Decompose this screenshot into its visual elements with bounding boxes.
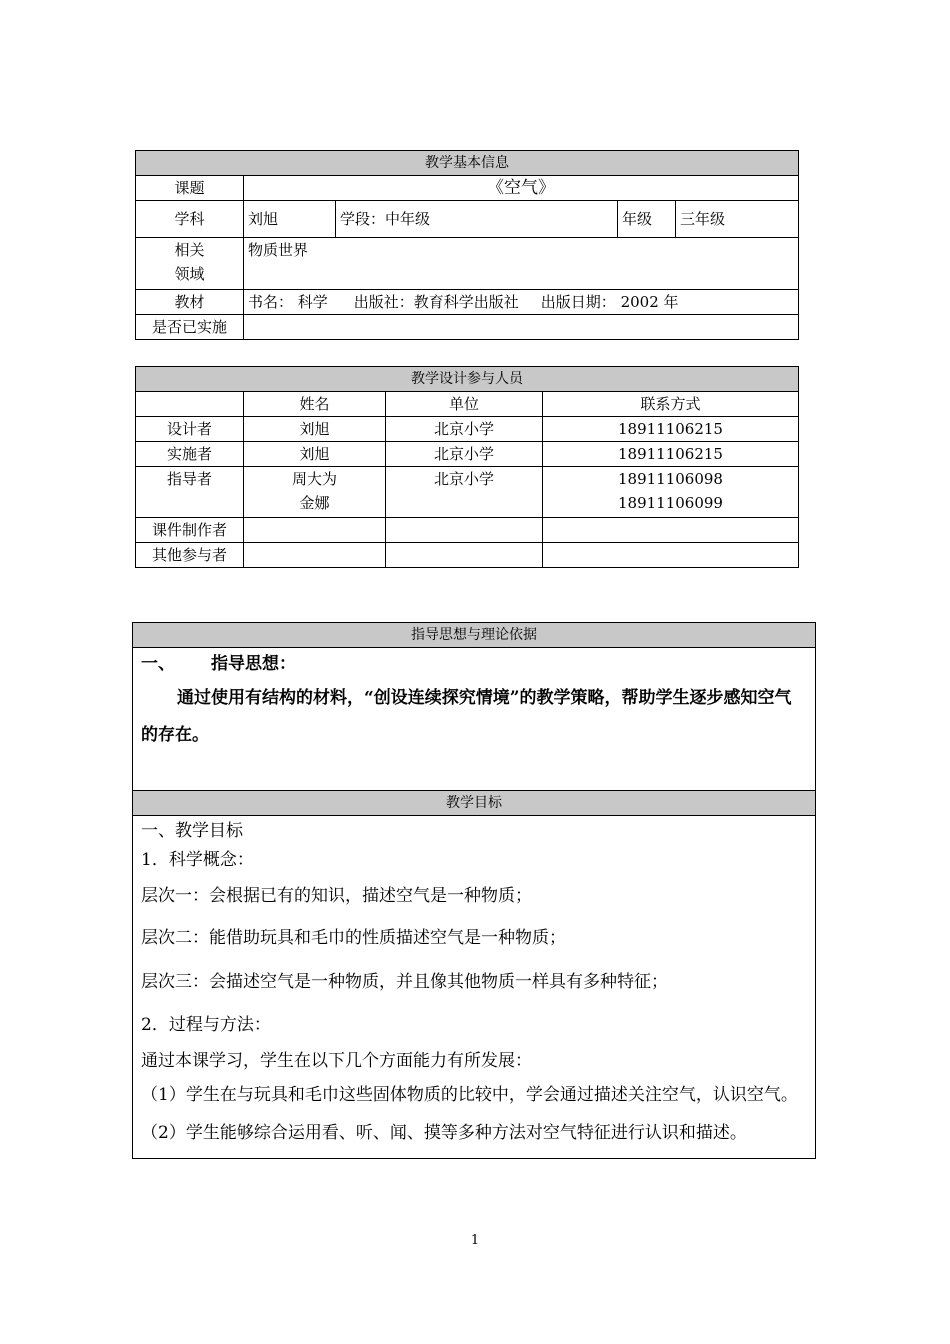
textbook-label: 教材 [136, 290, 244, 315]
objectives-line: （1）学生在与玩具和毛巾这些固体物质的比较中，学会通过描述关注空气，认识空气。 [141, 1085, 798, 1105]
field-value: 物质世界 [244, 238, 799, 290]
objectives-line: 层次三：会描述空气是一种物质，并且像其他物质一样具有多种特征； [141, 972, 668, 992]
contact-cell [543, 543, 799, 568]
guidance-body: 通过使用有结构的材料，“创设连续探究情境”的教学策略，帮助学生逐步感知空气的存在。 [141, 688, 792, 745]
implemented-value [244, 315, 799, 340]
objectives-header: 教学目标 [133, 791, 816, 816]
role-cell: 实施者 [136, 442, 244, 467]
col-header-role [136, 392, 244, 417]
unit-cell [386, 543, 543, 568]
contact-cell: 18911106215 [543, 417, 799, 442]
guidance-objectives-table [132, 622, 816, 1159]
page-number: 1 [470, 1233, 480, 1248]
name-line-1: 周大为 [291, 470, 337, 488]
guidance-header: 指导思想与理论依据 [133, 623, 816, 648]
participants-header: 教学设计参与人员 [136, 367, 799, 392]
col-header-name: 姓名 [244, 392, 386, 417]
contact-cell [543, 518, 799, 543]
col-header-unit: 单位 [386, 392, 543, 417]
publisher: 出版社：教育科学出版社 [353, 293, 519, 311]
name-cell [244, 543, 386, 568]
textbook-value [244, 290, 799, 315]
contact-cell [543, 467, 799, 518]
role-cell: 课件制作者 [136, 518, 244, 543]
objectives-content [133, 816, 816, 1159]
unit-cell: 北京小学 [386, 467, 543, 518]
guidance-heading-number: 一、 [141, 654, 175, 674]
table-row [136, 518, 799, 543]
subject-label: 学科 [136, 201, 244, 238]
participants-table [135, 366, 799, 568]
name-line-2: 金娜 [299, 494, 330, 512]
role-cell: 其他参与者 [136, 543, 244, 568]
role-cell: 指导者 [136, 467, 244, 518]
guidance-content [133, 648, 816, 791]
contact-cell: 18911106215 [543, 442, 799, 467]
name-cell: 刘旭 [244, 417, 386, 442]
field-label-line-2: 领域 [174, 265, 205, 283]
objectives-line: 层次一：会根据已有的知识，描述空气是一种物质； [141, 886, 532, 906]
publication-date: 出版日期： 2002 年 [540, 293, 679, 311]
objectives-line: 层次二：能借助玩具和毛巾的性质描述空气是一种物质； [141, 928, 566, 948]
contact-line-2: 18911106099 [618, 494, 723, 512]
objectives-line: 1．科学概念： [141, 850, 254, 870]
unit-cell: 北京小学 [386, 417, 543, 442]
name-cell [244, 518, 386, 543]
unit-cell: 北京小学 [386, 442, 543, 467]
guidance-heading: 指导思想： [211, 654, 296, 674]
book-name: 书名： 科学 [248, 293, 328, 311]
contact-line-1: 18911106098 [618, 470, 723, 488]
basic-info-header: 教学基本信息 [136, 151, 799, 176]
objectives-line: （2）学生能够综合运用看、听、闻、摸等多种方法对空气特征进行认识和描述。 [141, 1123, 747, 1143]
topic-label: 课题 [136, 176, 244, 201]
table-row [136, 442, 799, 467]
role-cell: 设计者 [136, 417, 244, 442]
implemented-label: 是否已实施 [136, 315, 244, 340]
unit-cell [386, 518, 543, 543]
topic-value: 《空气》 [244, 176, 799, 201]
field-label [136, 238, 244, 290]
stage-value: 学段：中年级 [336, 201, 618, 238]
name-cell: 刘旭 [244, 442, 386, 467]
grade-value: 三年级 [676, 201, 799, 238]
grade-label: 年级 [618, 201, 676, 238]
basic-info-table [135, 150, 799, 340]
objectives-line: 通过本课学习，学生在以下几个方面能力有所发展： [141, 1051, 532, 1071]
objectives-line: 一、教学目标 [141, 821, 243, 841]
field-label-line-1: 相关 [174, 241, 205, 259]
col-header-contact: 联系方式 [543, 392, 799, 417]
table-row [136, 543, 799, 568]
name-cell [244, 467, 386, 518]
table-row [136, 417, 799, 442]
table-row [136, 467, 799, 518]
objectives-line: 2．过程与方法： [141, 1015, 271, 1035]
subject-value: 刘旭 [244, 201, 336, 238]
